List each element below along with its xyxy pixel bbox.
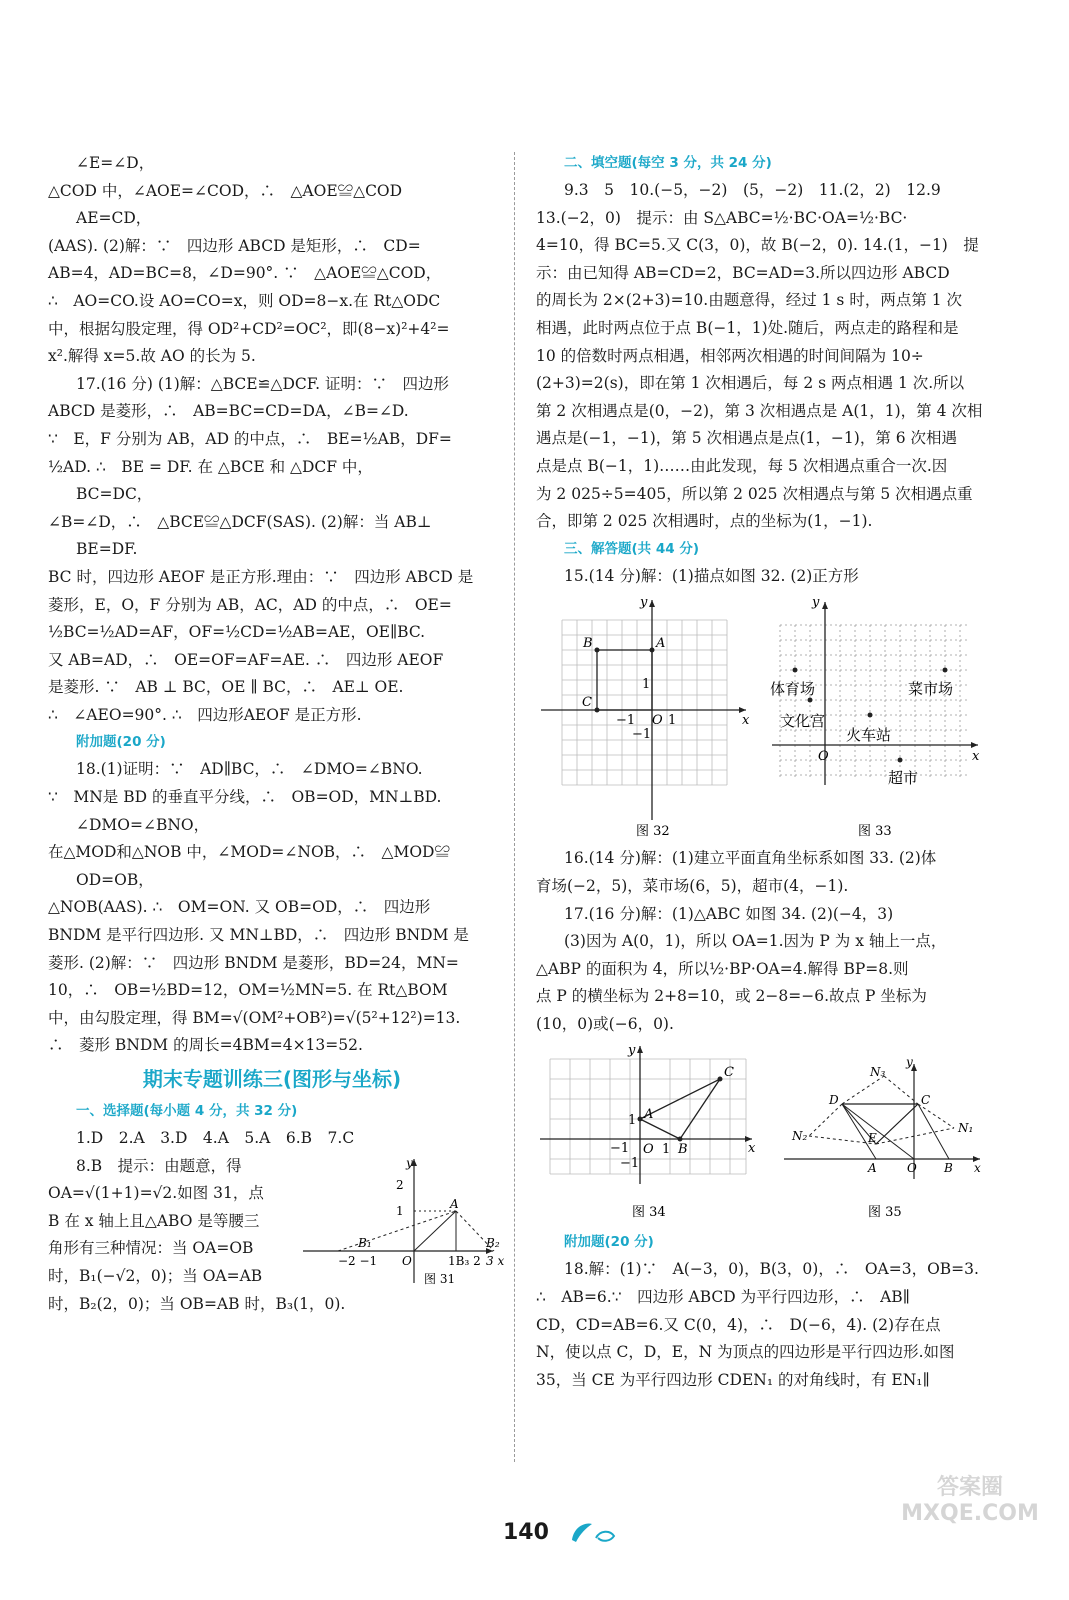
svg-text:C: C xyxy=(921,1093,931,1108)
fig33-caption: 图 33 xyxy=(858,824,892,840)
question-17: 17.(16 分)解：(1)△ABC 如图 34. (2)(−4，3) xyxy=(564,904,894,923)
text-line: BNDM 是平行四边形. 又 MN⊥BD，∴ 四边形 BNDM 是 xyxy=(48,926,469,945)
watermark: 答案圈 MXQE.COM xyxy=(901,1475,1039,1526)
text-line: △COD 中，∠AOE=∠COD，∴ △AOE≌△COD xyxy=(48,181,403,200)
figures-32-33 xyxy=(536,590,988,845)
q8-line: 时，B₂(2，0)；当 OB=AB 时，B₃(1，0). xyxy=(48,1294,346,1313)
figure-34 xyxy=(536,1044,761,1224)
solve-header: 三、解答题(共 44 分) xyxy=(564,540,700,557)
text-line: ∴ AO=CO.设 AO=CO=x，则 OD=8−x.在 Rt△ODC xyxy=(48,291,441,310)
fig32-caption: 图 32 xyxy=(636,824,670,840)
svg-text:y: y xyxy=(812,595,820,611)
text-line: 又 AB=AD，∴ OE=OF=AF=AE. ∴ 四边形 AEOF xyxy=(48,650,444,669)
svg-text:−1: −1 xyxy=(616,713,636,729)
text-line: 在△MOD和△NOB 中，∠MOD=∠NOB，∴ △MOD≌ xyxy=(48,843,450,862)
svg-text:y: y xyxy=(628,1043,636,1059)
svg-text:1: 1 xyxy=(628,1113,637,1129)
text-line: BE=DF. xyxy=(76,540,138,559)
figure-32 xyxy=(536,590,766,840)
q8-line: B 在 x 轴上且△ABO 是等腰三 xyxy=(48,1211,260,1230)
svg-text:x: x xyxy=(748,1141,756,1157)
q13-line: 点是点 B(−1，1)……由此发现，每 5 次相遇点重合一次.因 xyxy=(536,456,948,475)
svg-text:N₂: N₂ xyxy=(792,1129,808,1144)
figures-34-35 xyxy=(536,1044,988,1229)
q8-line: 时，B₁(−√2，0)；当 OA=AB xyxy=(48,1266,263,1285)
svg-text:A: A xyxy=(644,1107,654,1123)
svg-text:x: x xyxy=(974,1161,981,1176)
svg-text:O: O xyxy=(652,713,663,729)
q17-line: 点 P 的横坐标为 2+8=10，或 2−8=−6.故点 P 坐标为 xyxy=(536,987,927,1006)
text-line: 中，由勾股定理，得 BM=√(OM²+OB²)=√(5²+12²)=13. xyxy=(48,1008,461,1027)
svg-text:1: 1 xyxy=(668,713,677,729)
fig31-caption: 图 31 xyxy=(424,1271,456,1286)
svg-text:y: y xyxy=(640,595,648,611)
text-line: 中，根据勾股定理，得 OD²+CD²=OC²，即(8−x)²+4²= xyxy=(48,319,450,338)
svg-text:−2 −1: −2 −1 xyxy=(338,1253,378,1268)
svg-text:D: D xyxy=(829,1093,839,1108)
svg-text:3 x: 3 x xyxy=(486,1253,505,1268)
extra-section-header: 附加题(20 分) xyxy=(76,734,166,751)
text-line: ∴ 菱形 BNDM 的周长=4BM=4×13=52. xyxy=(48,1036,363,1055)
figure-35 xyxy=(784,1044,984,1224)
svg-text:−1: −1 xyxy=(632,727,652,743)
q8-line: 8.B 提示：由题意，得 xyxy=(76,1156,242,1175)
text-line: ∵ MN是 BD 的垂直平分线，∴ OB=OD，MN⊥BD. xyxy=(48,788,442,807)
figure-33 xyxy=(768,590,988,840)
fig34-caption: 图 34 xyxy=(632,1205,666,1221)
q13-line: 第 2 次相遇点是(0，−2)，第 3 次相遇点是 A(1，1)，第 4 次相 xyxy=(536,401,983,420)
svg-text:B: B xyxy=(944,1161,953,1176)
question-17: 17.(16 分) (1)解：△BCE≌△DCF. 证明：∵ 四边形 xyxy=(76,374,449,393)
mc-answers: 1.D 2.A 3.D 4.A 5.A 6.B 7.C xyxy=(76,1129,355,1147)
q16-line: 育场(−2，5)，菜市场(6，5)，超市(4，−1). xyxy=(536,876,849,895)
svg-text:C: C xyxy=(724,1065,734,1081)
svg-text:−1: −1 xyxy=(620,1156,640,1172)
mc-header: 一、选择题(每小题 4 分，共 32 分) xyxy=(76,1103,298,1119)
q18-line: 35，当 CE 为平行四边形 CDEN₁ 的对角线时，有 EN₁∥ xyxy=(536,1370,930,1389)
svg-text:A: A xyxy=(450,1196,459,1211)
svg-text:O: O xyxy=(818,749,829,765)
q17-line: (3)因为 A(0，1)，所以 OA=1.因为 P 为 x 轴上一点， xyxy=(564,932,947,951)
fill-header: 二、填空题(每空 3 分，共 24 分) xyxy=(564,155,772,171)
q8-line: 角形有三种情况：当 OA=OB xyxy=(48,1239,254,1258)
svg-text:1: 1 xyxy=(662,1142,671,1158)
page-number: 140 xyxy=(503,1520,549,1545)
figure-31 xyxy=(298,1153,505,1288)
svg-text:y: y xyxy=(906,1055,913,1070)
svg-text:2: 2 xyxy=(396,1177,404,1192)
q13-line: 合，即第 2 025 次相遇时，点的坐标为(1，−1). xyxy=(536,512,873,531)
text-line: BC 时，四边形 AEOF 是正方形.理由：∵ 四边形 ABCD 是 xyxy=(48,567,474,586)
q13-line: 遇点是(−1，−1)，第 5 次相遇点是点(1，−1)，第 6 次相遇 xyxy=(536,429,958,448)
text-line: 菱形，E，O，F 分别为 AB，AC，AD 的中点，∴ OE= xyxy=(48,595,452,614)
text-line: ∵ E，F 分别为 AB，AD 的中点，∴ BE=½AB，DF= xyxy=(48,429,452,448)
svg-text:E: E xyxy=(868,1131,877,1146)
text-line: AB=4，AD=BC=8，∠D=90°. ∵ △AOE≌△COD， xyxy=(48,264,442,283)
q13-line: 4=10，得 BC=5.又 C(3，0)，故 B(−2，0). 14.(1，−1) 提 xyxy=(536,236,979,255)
svg-text:y: y xyxy=(406,1155,413,1170)
leaf-icon xyxy=(566,1518,626,1548)
svg-text:1: 1 xyxy=(396,1203,404,1218)
q18-line: CD，CD=AB=6.又 C(0，4)，∴ D(−6，4). (2)存在点 xyxy=(536,1315,941,1334)
q18-line: N，使以点 C，D，E，N 为顶点的四边形是平行四边形.如图 xyxy=(536,1343,955,1362)
label-market: 菜市场 xyxy=(908,680,954,699)
svg-text:O: O xyxy=(907,1161,917,1176)
svg-text:N₁: N₁ xyxy=(958,1121,974,1136)
text-line: 菱形. (2)解：∵ 四边形 BNDM 是菱形，BD=24，MN= xyxy=(48,953,459,972)
q13-line: 10 的倍数时两点相遇，相邻两次相遇的时间间隔为 10÷ xyxy=(536,346,924,365)
text-line: ½BC=½AD=AF，OF=½CD=½AB=AE，OE∥BC. xyxy=(48,623,426,642)
svg-text:O: O xyxy=(402,1253,412,1268)
text-line: OD=OB， xyxy=(76,870,154,889)
svg-text:1B₃ 2: 1B₃ 2 xyxy=(448,1253,481,1268)
text-line: ∠DMO=∠BNO， xyxy=(76,815,210,834)
section-title: 期末专题训练三(图形与坐标) xyxy=(142,1067,402,1091)
label-culture-palace: 文化宫 xyxy=(780,712,826,731)
svg-text:O: O xyxy=(643,1142,654,1158)
q8-block xyxy=(48,1153,505,1323)
svg-text:−1: −1 xyxy=(610,1141,630,1157)
left-column xyxy=(48,150,505,1323)
question-18: 18.(1)证明：∵ AD∥BC，∴ ∠DMO=∠BNO. xyxy=(76,760,423,779)
q13-line: (2+3)=2(s)，即在第 1 次相遇后，每 2 s 两点相遇 1 次.所以 xyxy=(536,374,965,393)
svg-text:x: x xyxy=(742,713,750,729)
svg-text:x: x xyxy=(972,749,980,765)
text-line: ½AD. ∴ BE = DF. 在 △BCE 和 △DCF 中， xyxy=(48,457,373,476)
svg-text:B: B xyxy=(583,636,593,652)
q13-line: 相遇，此时两点位于点 B(−1，1)处.随后，两点走的路程和是 xyxy=(536,318,959,337)
q17-line: (10，0)或(−6，0). xyxy=(536,1014,674,1033)
question-18: 18.解：(1)∵ A(−3，0)，B(3，0)，∴ OA=3，OB=3. xyxy=(564,1260,979,1279)
right-column xyxy=(536,150,988,1394)
svg-text:1: 1 xyxy=(642,677,651,693)
label-train-station: 火车站 xyxy=(846,726,892,745)
text-line: x².解得 x=5.故 AO 的长为 5. xyxy=(48,347,256,366)
svg-text:N₃: N₃ xyxy=(870,1065,886,1080)
text-line: ∴ ∠AEO=90°. ∴ 四边形AEOF 是正方形. xyxy=(48,705,362,724)
q13-line: 13.(−2，0) 提示：由 S△ABC=½·BC·OA=½·BC· xyxy=(536,208,908,227)
column-divider xyxy=(514,152,515,1462)
q13-line: 为 2 025÷5=405，所以第 2 025 次相遇点与第 5 次相遇点重 xyxy=(536,484,973,503)
label-stadium: 体育场 xyxy=(770,680,816,699)
svg-text:B: B xyxy=(678,1142,688,1158)
text-line: △NOB(AAS). ∴ OM=ON. 又 OB=OD，∴ 四边形 xyxy=(48,898,431,917)
q8-line: OA=√(1+1)=√2.如图 31，点 xyxy=(48,1184,264,1203)
question-16: 16.(14 分)解：(1)建立平面直角坐标系如图 33. (2)体 xyxy=(564,849,937,868)
svg-text:A: A xyxy=(868,1161,877,1176)
text-line: AE=CD， xyxy=(76,209,152,228)
extra-header: 附加题(20 分) xyxy=(564,1234,654,1251)
svg-text:B₁: B₁ xyxy=(358,1235,372,1250)
q13-line: 的周长为 2×(2+3)=10.由题意得，经过 1 s 时，两点第 1 次 xyxy=(536,291,963,310)
svg-text:B₂: B₂ xyxy=(486,1235,500,1250)
q13-line: 示：由已知得 AB=CD=2，BC=AD=3.所以四边形 ABCD xyxy=(536,263,950,282)
label-supermarket: 超市 xyxy=(888,769,919,788)
question-15: 15.(14 分)解：(1)描点如图 32. (2)正方形 xyxy=(564,566,859,585)
fill-answers: 9.3 5 10.(−5，−2) (5，−2) 11.(2，2) 12.9 xyxy=(564,181,941,199)
text-line: ABCD 是菱形，∴ AB=BC=CD=DA，∠B=∠D. xyxy=(48,402,409,421)
text-line: 10，∴ OB=½BD=12，OM=½MN=5. 在 Rt△BOM xyxy=(48,981,448,1000)
svg-text:A: A xyxy=(656,636,666,652)
fig35-caption: 图 35 xyxy=(868,1205,902,1221)
text-line: ∠B=∠D，∴ △BCE≌△DCF(SAS). (2)解：当 AB⊥ xyxy=(48,512,432,531)
text-line: BC=DC， xyxy=(76,485,153,504)
text-line: 是菱形. ∵ AB ⊥ BC，OE ∥ BC，∴ AE⊥ OE. xyxy=(48,678,404,697)
q17-line: △ABP 的面积为 4，所以½·BP·OA=4.解得 BP=8.则 xyxy=(536,959,909,978)
text-line: ∠E=∠D， xyxy=(76,154,155,172)
svg-text:C: C xyxy=(582,695,592,711)
q18-line: ∴ AB=6.∵ 四边形 ABCD 为平行四边形，∴ AB∥ xyxy=(536,1288,910,1307)
text-line: (AAS). (2)解：∵ 四边形 ABCD 是矩形，∴ CD= xyxy=(48,236,421,255)
